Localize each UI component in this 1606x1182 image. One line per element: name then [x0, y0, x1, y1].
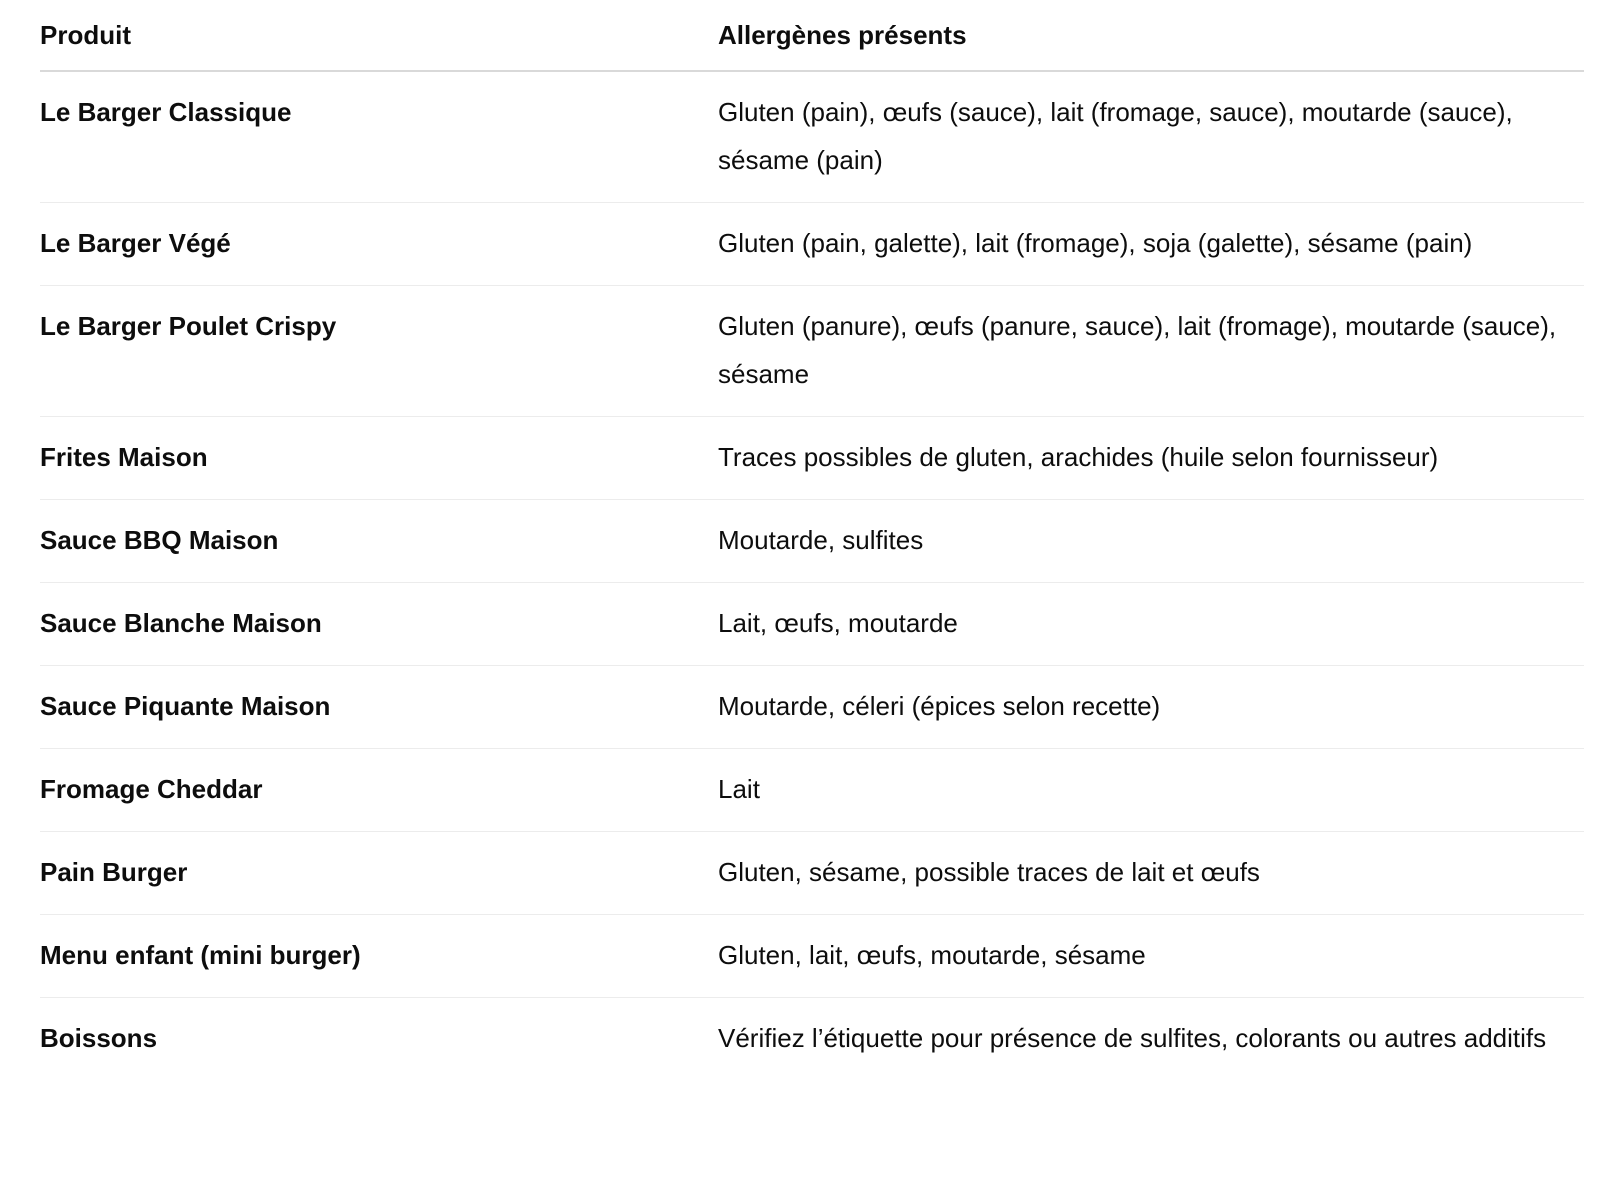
table-row	[40, 500, 1584, 583]
product-name: Sauce Blanche Maison	[40, 583, 718, 666]
table-header-row	[40, 0, 1584, 71]
allergens-list: Gluten, lait, œufs, moutarde, sésame	[718, 915, 1584, 998]
product-name: Menu enfant (mini burger)	[40, 915, 718, 998]
table-row	[40, 583, 1584, 666]
allergens-list: Moutarde, sulfites	[718, 500, 1584, 583]
table-row	[40, 203, 1584, 286]
allergens-list: Gluten (pain, galette), lait (fromage), soja (galette), sésame (pain)	[718, 203, 1584, 286]
allergens-list: Lait	[718, 749, 1584, 832]
allergens-list: Traces possibles de gluten, arachides (huile selon fournisseur)	[718, 417, 1584, 500]
product-name: Le Barger Classique	[40, 71, 718, 203]
product-name: Fromage Cheddar	[40, 749, 718, 832]
table-row	[40, 749, 1584, 832]
product-name: Pain Burger	[40, 832, 718, 915]
allergen-table-container	[40, 0, 1584, 1080]
table-row	[40, 417, 1584, 500]
allergens-list: Gluten (panure), œufs (panure, sauce), lait (fromage), moutarde (sauce), sésame	[718, 286, 1584, 417]
allergens-list: Lait, œufs, moutarde	[718, 583, 1584, 666]
table-row	[40, 998, 1584, 1081]
product-name: Sauce Piquante Maison	[40, 666, 718, 749]
table-row	[40, 286, 1584, 417]
header-allergens: Allergènes présents	[718, 0, 1584, 71]
allergens-list: Vérifiez l’étiquette pour présence de sulfites, colorants ou autres additifs	[718, 1023, 1547, 1053]
product-name: Boissons	[40, 1023, 158, 1053]
allergens-list: Moutarde, céleri (épices selon recette)	[718, 666, 1584, 749]
product-name: Le Barger Poulet Crispy	[40, 286, 718, 417]
table-row	[40, 666, 1584, 749]
allergens-list: Gluten (pain), œufs (sauce), lait (fromage, sauce), moutarde (sauce), sésame (pain)	[718, 71, 1584, 203]
header-product: Produit	[40, 0, 718, 71]
allergens-list: Gluten, sésame, possible traces de lait et œufs	[718, 832, 1584, 915]
product-name: Le Barger Végé	[40, 203, 718, 286]
allergen-table	[40, 0, 1584, 1080]
product-name: Sauce BBQ Maison	[40, 500, 718, 583]
table-row	[40, 71, 1584, 203]
table-row	[40, 915, 1584, 998]
product-name: Frites Maison	[40, 417, 718, 500]
table-row	[40, 832, 1584, 915]
